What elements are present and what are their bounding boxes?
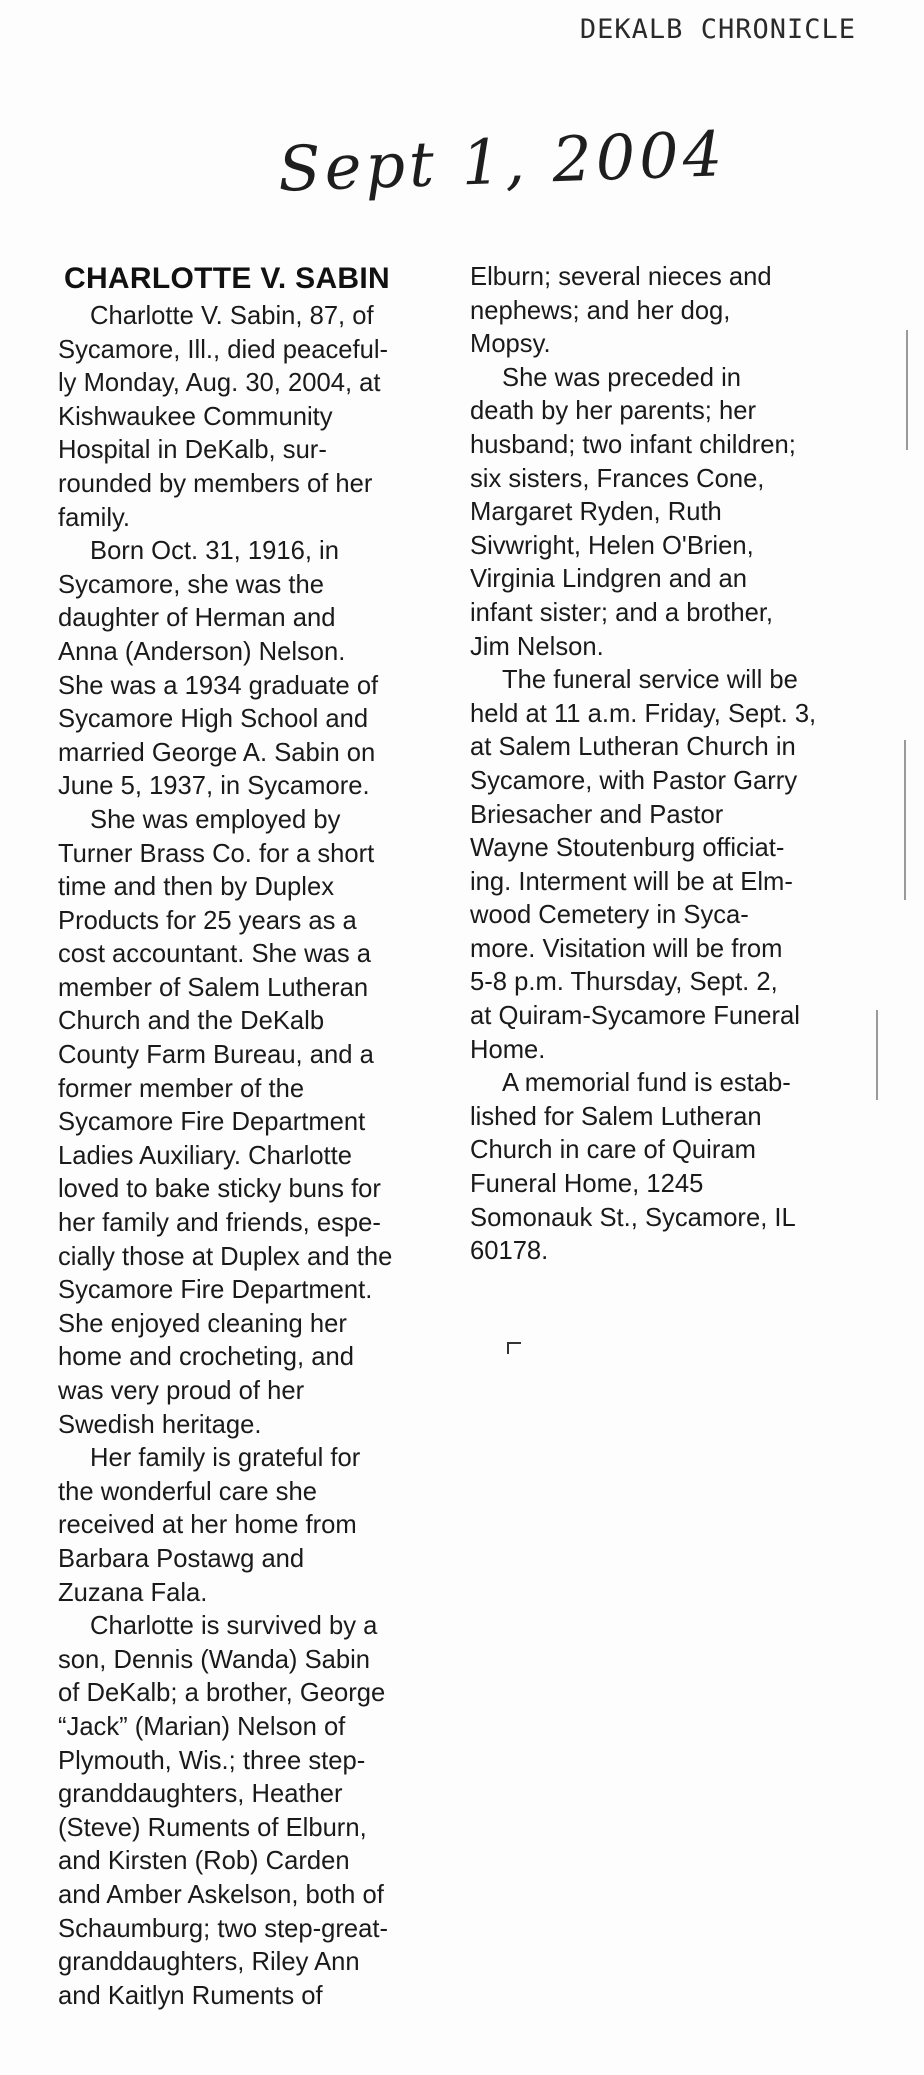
text-line: Sycamore, with Pastor Garry [470,766,798,795]
text-line: Kishwaukee Community [58,402,333,431]
text-line: Charlotte V. Sabin, 87, of [90,302,374,330]
text-line: Funeral Home, 1245 [470,1170,704,1199]
text-line: married George A. Sabin on [58,738,376,767]
text-line: wood Cemetery in Syca- [470,901,749,930]
text-line: The funeral service will be [502,666,798,695]
text-line: was very proud of her [58,1377,305,1405]
text-line: son, Dennis (Wanda) Sabin [58,1645,371,1674]
text-line: Jim Nelson. [470,632,604,661]
text-line: held at 11 a.m. Friday, Sept. 3, [470,699,817,728]
text-line: time and then by Duplex [58,873,335,902]
handwritten-date: Sept 1, 2004 [276,117,728,206]
text-line: (Steve) Ruments of Elburn, [58,1813,367,1842]
text-line: and Kirsten (Rob) Carden [58,1847,350,1876]
text-line: 60178. [470,1237,549,1266]
text-line: Sycamore Fire Department. [58,1276,373,1305]
text-line: Margaret Ryden, Ruth [470,498,722,527]
text-line: more. Visitation will be from [470,934,783,963]
text-line: Products for 25 years as a [58,906,357,935]
text-line: 5-8 p.m. Thursday, Sept. 2, [470,968,778,997]
text-line: Home. [470,1035,546,1064]
text-line: Mopsy. [470,330,551,359]
text-line: Her family is grateful for [90,1444,361,1473]
text-line: at Quiram-Sycamore Funeral [470,1002,800,1031]
right-column-text [470,261,856,1269]
text-line: June 5, 1937, in Sycamore. [58,772,370,801]
newspaper-masthead: DEKALB CHRONICLE [579,14,856,45]
text-line: daughter of Herman and [58,604,336,633]
text-line: ly Monday, Aug. 30, 2004, at [58,369,381,398]
text-line: cially those at Duplex and the [58,1242,393,1271]
text-line: Swedish heritage. [58,1410,262,1439]
text-line: family. [58,503,131,532]
text-line: Briesacher and Pastor [470,800,724,829]
text-line: nephews; and her dog, [470,296,731,325]
text-line: rounded by members of her [58,469,373,498]
text-line: member of Salem Lutheran [58,973,369,1002]
text-line: of DeKalb; a brother, George [58,1679,386,1708]
text-line: Sycamore Fire Department [58,1108,366,1137]
text-line: “Jack” (Marian) Nelson of [58,1712,346,1741]
text-line: cost accountant. She was a [58,940,371,969]
text-line: She was preceded in [502,363,742,392]
text-line: Zuzana Fala. [58,1578,208,1607]
text-line: Anna (Anderson) Nelson. [58,637,346,666]
text-line: husband; two infant children; [470,430,796,459]
text-line: her family and friends, espe- [58,1209,381,1238]
text-line: death by her parents; her [470,397,756,426]
text-line: She was employed by [90,805,341,834]
text-line: She enjoyed cleaning her [58,1309,347,1338]
text-line: Church and the DeKalb [58,1007,325,1036]
text-line: Sivwright, Helen O'Brien, [470,531,754,560]
text-line: former member of the [58,1074,305,1103]
text-line: the wonderful care she [58,1477,317,1506]
obituary-headline: CHARLOTTE V. SABIN [64,262,390,295]
text-line: lished for Salem Lutheran [470,1102,762,1131]
text-line: ing. Interment will be at Elm- [470,867,793,896]
end-mark [507,1342,521,1354]
text-line: Hospital in DeKalb, sur- [58,436,327,465]
text-line: Wayne Stoutenburg officiat- [470,834,785,863]
text-line: Virginia Lindgren and an [470,565,748,594]
scan-edge-line [876,1010,878,1100]
text-line: Barbara Postawg and [58,1544,305,1573]
text-line: home and crocheting, and [58,1343,354,1372]
text-line: She was a 1934 graduate of [58,671,379,700]
text-line: loved to bake sticky buns for [58,1175,381,1204]
text-line: received at her home from [58,1511,357,1540]
text-line: Elburn; several nieces and [470,263,772,291]
obituary-right-column [470,261,856,1269]
text-line: Sycamore High School and [58,705,369,734]
text-line: infant sister; and a brother, [470,598,774,627]
text-line: Turner Brass Co. for a short [58,839,375,868]
text-line: County Farm Bureau, and a [58,1041,374,1070]
text-line: Plymouth, Wis.; three step- [58,1746,366,1775]
text-line: Somonauk St., Sycamore, IL [470,1203,796,1232]
text-line: at Salem Lutheran Church in [470,733,796,762]
text-line: Sycamore, Ill., died peaceful- [58,335,389,364]
text-line: Charlotte is survived by a [90,1612,378,1641]
text-line: Church in care of Quiram [470,1136,756,1165]
text-line: A memorial fund is estab- [502,1069,791,1098]
obituary-left-column [58,258,453,2013]
text-line: six sisters, Frances Cone, [470,464,765,493]
text-line: and Kaitlyn Ruments of [58,1981,323,2010]
text-line: Schaumburg; two step-great- [58,1914,389,1943]
text-line: and Amber Askelson, both of [58,1880,384,1909]
text-line: Ladies Auxiliary. Charlotte [58,1141,353,1170]
scan-edge-line [904,740,906,900]
text-line: granddaughters, Heather [58,1780,343,1809]
text-line: granddaughters, Riley Ann [58,1948,360,1977]
left-column-text [58,300,453,2013]
scan-edge-line [906,330,908,450]
text-line: Sycamore, she was the [58,570,325,599]
text-line: Born Oct. 31, 1916, in [90,537,339,566]
